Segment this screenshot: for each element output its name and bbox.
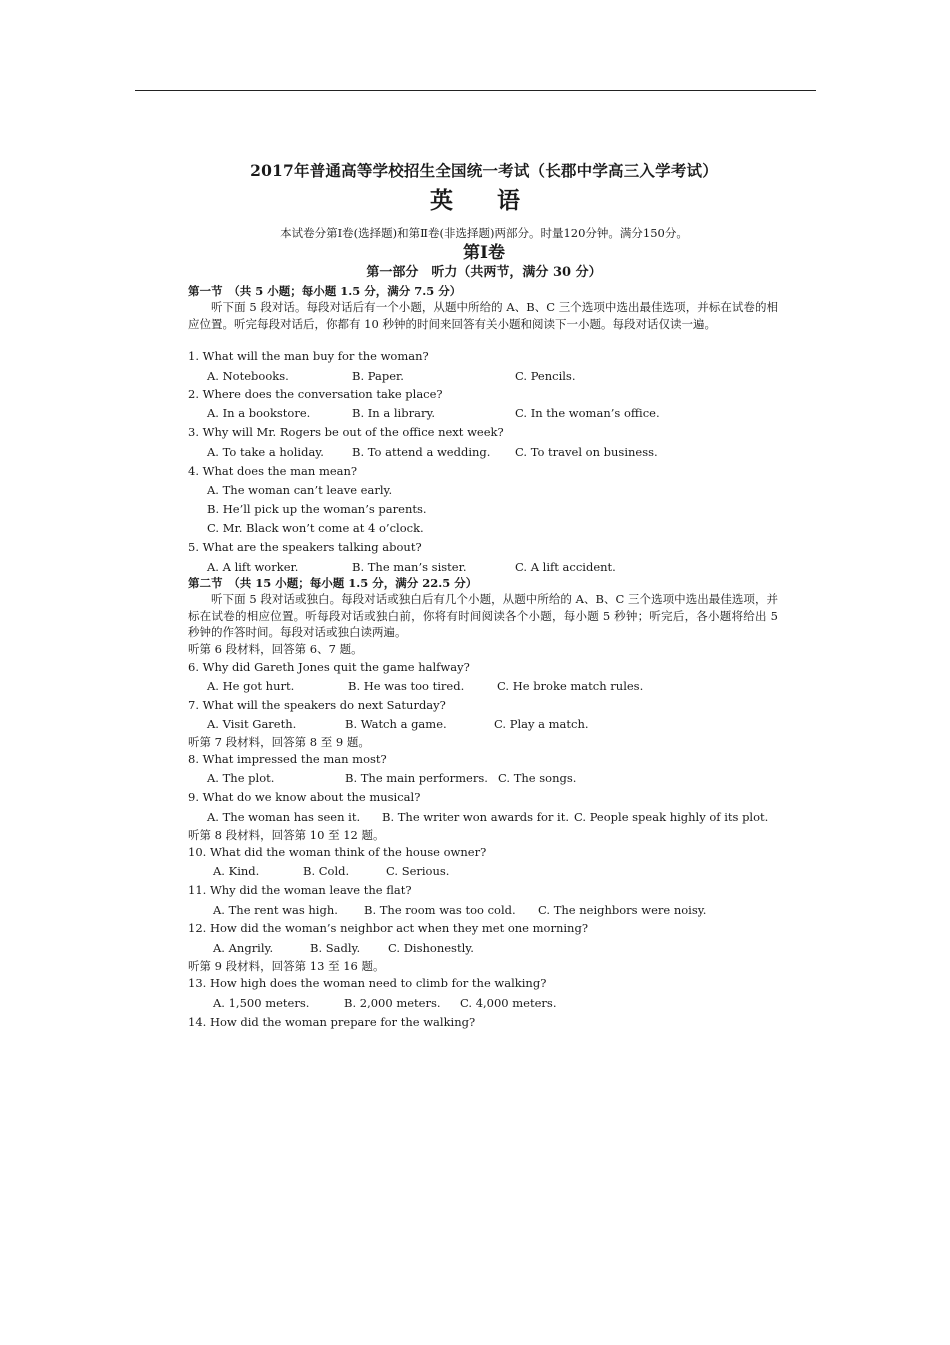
section2-heading: 第二节 （共 15 小题；每小题 1.5 分，满分 22.5 分） xyxy=(188,576,478,590)
q9-option-c: C. People speak highly of its plot. xyxy=(574,810,769,824)
q8-option-b: B. The main performers. xyxy=(345,771,488,785)
q7-option-b: B. Watch a game. xyxy=(345,717,447,731)
material-8-direction: 听第 8 段材料，回答第 10 至 12 题。 xyxy=(188,828,385,842)
q13-option-b: B. 2,000 meters. xyxy=(344,996,441,1010)
q3-option-a: A. To take a holiday. xyxy=(207,445,324,459)
material-9-direction: 听第 9 段材料，回答第 13 至 16 题。 xyxy=(188,959,385,973)
exam-note: 本试卷分第Ⅰ卷(选择题)和第Ⅱ卷(非选择题)两部分。时量120分钟。满分150分。 xyxy=(280,226,688,240)
q7-option-a: A. Visit Gareth. xyxy=(207,717,297,731)
q2-option-b: B. In a library. xyxy=(352,406,436,420)
question-7-stem: 7. What will the speakers do next Saturday? xyxy=(188,698,446,712)
q4-option-a: A. The woman can’t leave early. xyxy=(207,483,393,497)
q4-option-c: C. Mr. Black won’t come at 4 o’clock. xyxy=(207,521,424,535)
q6-option-c: C. He broke match rules. xyxy=(497,679,644,693)
question-3-stem: 3. Why will Mr. Rogers be out of the office next week? xyxy=(188,425,504,439)
part-heading: 第一部分 听力（共两节，满分 30 分） xyxy=(366,265,602,280)
material-6-direction: 听第 6 段材料，回答第 6、7 题。 xyxy=(188,642,363,656)
section2-instructions: 听下面 5 段对话或独白。每段对话或独白后有几个小题，从题中所给的 A、B、C 三个选项中选出最佳选项，并标在试卷的相应位置。听每段对话或独白前，你将有时间阅读各个小题，每小题 5 秒钟；听完后，各小题将给出 5 秒钟的作答时间。每段对话或独白读两遍。 xyxy=(188,592,778,639)
q8-option-c: C. The songs. xyxy=(498,771,577,785)
question-4-stem: 4. What does the man mean? xyxy=(188,464,358,478)
question-1-stem: 1. What will the man buy for the woman? xyxy=(188,349,429,363)
question-11-stem: 11. Why did the woman leave the flat? xyxy=(188,883,412,897)
q11-option-b: B. The room was too cold. xyxy=(364,903,516,917)
exam-title: 2017年普通高等学校招生全国统一考试（长郡中学高三入学考试） xyxy=(250,161,718,180)
q9-option-b: B. The writer won awards for it. xyxy=(382,810,569,824)
q13-option-a: A. 1,500 meters. xyxy=(213,996,310,1010)
q11-option-a: A. The rent was high. xyxy=(213,903,338,917)
q1-option-c: C. Pencils. xyxy=(515,369,576,383)
q6-option-b: B. He was too tired. xyxy=(348,679,465,693)
q11-option-c: C. The neighbors were noisy. xyxy=(538,903,707,917)
q1-option-b: B. Paper. xyxy=(352,369,404,383)
q10-option-b: B. Cold. xyxy=(303,864,350,878)
q2-option-a: A. In a bookstore. xyxy=(207,406,311,420)
q8-option-a: A. The plot. xyxy=(207,771,275,785)
material-7-direction: 听第 7 段材料，回答第 8 至 9 题。 xyxy=(188,735,370,749)
q13-option-c: C. 4,000 meters. xyxy=(460,996,557,1010)
question-12-stem: 12. How did the woman’s neighbor act when they met one morning? xyxy=(188,921,588,935)
q5-option-c: C. A lift accident. xyxy=(515,560,616,574)
question-2-stem: 2. Where does the conversation take place? xyxy=(188,387,443,401)
question-10-stem: 10. What did the woman think of the house owner? xyxy=(188,845,487,859)
q3-option-b: B. To attend a wedding. xyxy=(352,445,491,459)
q12-option-c: C. Dishonestly. xyxy=(388,941,474,955)
question-13-stem: 13. How high does the woman need to climb for the walking? xyxy=(188,976,547,990)
q10-option-c: C. Serious. xyxy=(386,864,450,878)
q5-option-a: A. A lift worker. xyxy=(207,560,299,574)
top-rule xyxy=(135,90,816,91)
q12-option-b: B. Sadly. xyxy=(310,941,361,955)
q12-option-a: A. Angrily. xyxy=(213,941,274,955)
question-8-stem: 8. What impressed the man most? xyxy=(188,752,387,766)
q9-option-a: A. The woman has seen it. xyxy=(207,810,361,824)
section1-heading: 第一节 （共 5 小题；每小题 1.5 分，满分 7.5 分） xyxy=(188,284,462,298)
q3-option-c: C. To travel on business. xyxy=(515,445,658,459)
q4-option-b: B. He’ll pick up the woman’s parents. xyxy=(207,502,427,516)
volume-heading: 第Ⅰ卷 xyxy=(463,243,505,263)
q5-option-b: B. The man’s sister. xyxy=(352,560,467,574)
q10-option-a: A. Kind. xyxy=(213,864,260,878)
q6-option-a: A. He got hurt. xyxy=(207,679,295,693)
subject-heading: 英 语 xyxy=(429,187,538,214)
section1-instructions: 听下面 5 段对话。每段对话后有一个小题，从题中所给的 A、B、C 三个选项中选出最佳选项，并标在试卷的相应位置。听完每段对话后，你都有 10 秒钟的时间来回答有关小题和阅读下一小题。每段对话仅读一遍。 xyxy=(188,300,778,331)
q7-option-c: C. Play a match. xyxy=(494,717,589,731)
question-6-stem: 6. Why did Gareth Jones quit the game halfway? xyxy=(188,660,470,674)
question-5-stem: 5. What are the speakers talking about? xyxy=(188,540,422,554)
question-9-stem: 9. What do we know about the musical? xyxy=(188,790,421,804)
question-14-stem: 14. How did the woman prepare for the walking? xyxy=(188,1015,476,1029)
q2-option-c: C. In the woman’s office. xyxy=(515,406,660,420)
q1-option-a: A. Notebooks. xyxy=(207,369,289,383)
